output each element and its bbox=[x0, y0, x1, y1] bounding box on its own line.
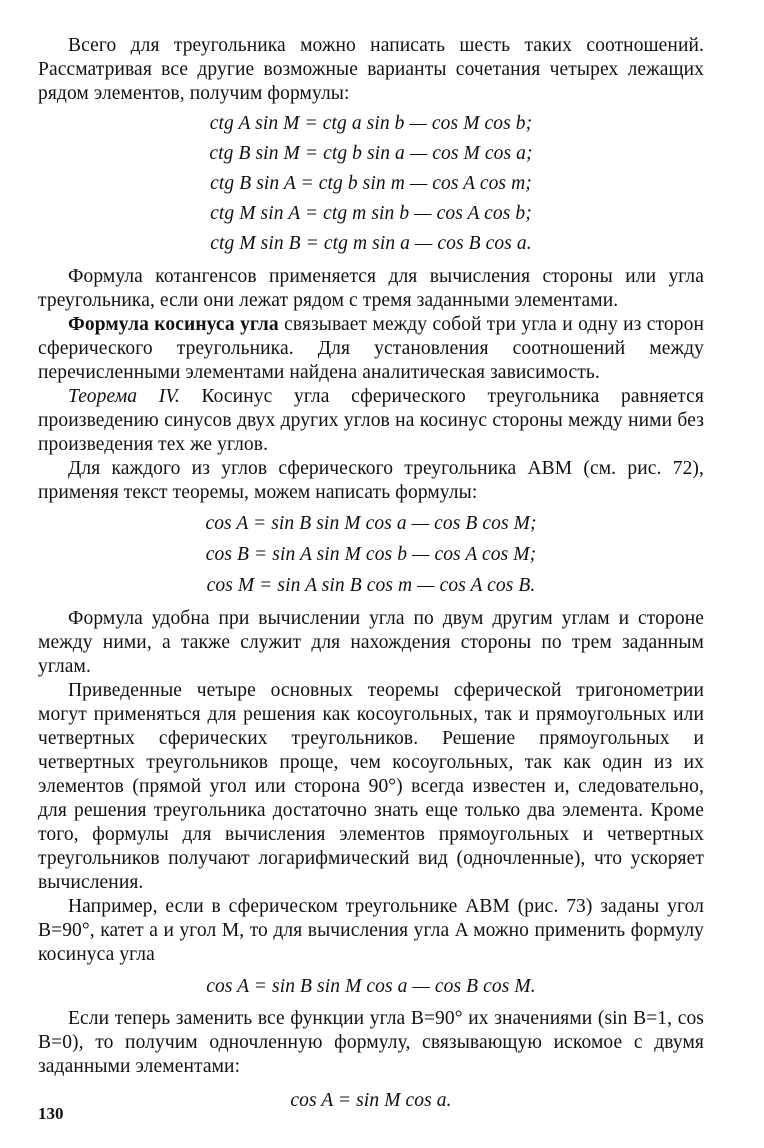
page-number: 130 bbox=[38, 1104, 64, 1123]
cosine-rule-term: Формула косинуса угла bbox=[68, 314, 279, 335]
paragraph-2: Формула котангенсов применяется для вычисления стороны или угла треугольника, если они лежат рядом с тремя заданными элементами. bbox=[38, 266, 704, 311]
theorem-4 bbox=[38, 385, 704, 457]
cotangent-formula-block bbox=[38, 109, 704, 259]
paragraph-8: Например, если в сферическом треугольнике ABM (рис. 73) заданы угол B=90°, катет a и угол M, то для вычисления угла A можно применить формулу косинуса угла bbox=[38, 896, 704, 965]
cosine-formula-1: cos A = sin B sin M cos a — cos B cos M; bbox=[205, 513, 537, 534]
cosine-formula-block bbox=[38, 508, 704, 601]
paragraph-5: Для каждого из углов сферического треугольника ABM (см. рис. 72), применяя текст теоремы, можем написать формулы: bbox=[38, 458, 704, 503]
paragraph-3 bbox=[38, 313, 704, 385]
cotangent-formula-1: ctg A sin M = ctg a sin b — cos M cos b; bbox=[209, 113, 533, 134]
paragraph-7: Приведенные четыре основных теоремы сферической тригонометрии могут применяться для решения как косоугольных, так и прямоугольных или четвертных сферических треугольников. Решение прямоугольных и четвертных треугольников проще, чем косоугольных, так как один из их элементов (прямой угол или сторона 90°) всегда известен и, следовательно, для решения треугольника достаточно знать еще только два элемента. Кроме того, формулы для вычисления элементов прямоугольных и четвертных треугольников получают логарифмический вид (одночленные), что ускоряет вычисления. bbox=[38, 680, 704, 893]
paragraph-1: Всего для треугольника можно написать шесть таких соотношений. Рассматривая все другие возможные варианты сочетания четырех лежащих рядом элементов, получим формулы: bbox=[38, 35, 704, 104]
cotangent-formula-2: ctg B sin M = ctg b sin a — cos M cos a; bbox=[209, 143, 533, 164]
result-formula: cos A = sin M cos a. bbox=[290, 1090, 452, 1111]
cosine-formula-2: cos B = sin A sin M cos b — cos A cos M; bbox=[205, 544, 537, 565]
cosine-formula-3: cos M = sin A sin B cos m — cos A cos B. bbox=[206, 575, 536, 596]
paragraph-3-text: связывает между собой три угла и одну из сторон сферического треугольника. Для установления соотношений между перечисленными элементами найдена аналитическая зависимость. bbox=[38, 314, 704, 383]
cotangent-formula-3: ctg B sin A = ctg b sin m — cos A cos m; bbox=[210, 173, 532, 194]
example-formula: cos A = sin B sin M cos a — cos B cos M. bbox=[206, 976, 536, 997]
cotangent-formula-5: ctg M sin B = ctg m sin a — cos B cos a. bbox=[210, 233, 532, 254]
page-body bbox=[38, 34, 704, 1121]
cotangent-formula-4: ctg M sin A = ctg m sin b — cos A cos b; bbox=[210, 203, 532, 224]
theorem-4-text: Косинус угла сферического треугольника равняется произведению синусов двух других углов на косинус стороны между ними без произведения тех же углов. bbox=[38, 386, 704, 455]
theorem-4-label: Теорема IV. bbox=[68, 386, 180, 407]
paragraph-6: Формула удобна при вычислении угла по двум другим углам и стороне между ними, а также служит для нахождения стороны по трем заданным углам. bbox=[38, 608, 704, 677]
paragraph-9: Если теперь заменить все функции угла B=90° их значениями (sin B=1, cos B=0), то получим одночленную формулу, связывающую искомое с двумя заданными элементами: bbox=[38, 1008, 704, 1077]
